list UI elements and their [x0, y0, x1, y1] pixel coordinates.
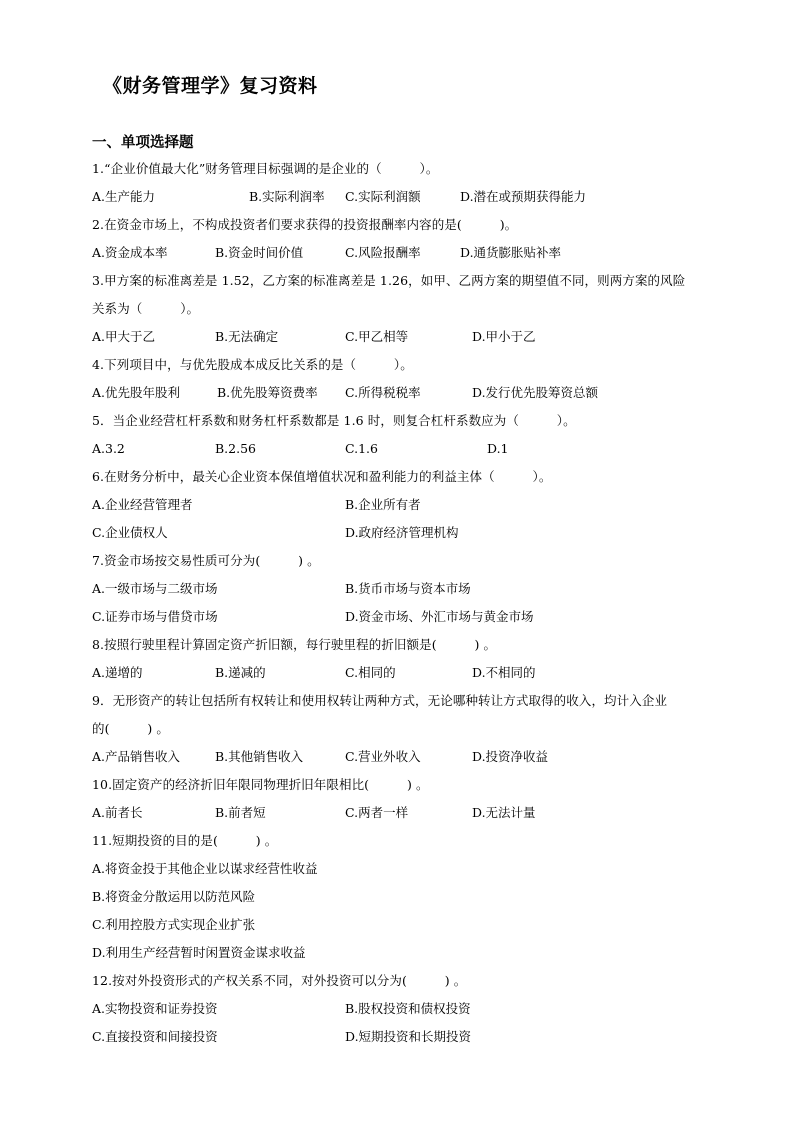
question-stem: 12.按对外投资形式的产权关系不同，对外投资可以分为( ) 。: [92, 973, 467, 988]
option-b: B.2.56: [215, 441, 256, 456]
question-stem-continued: 的( ) 。: [92, 721, 170, 736]
option-a: A.递增的: [92, 665, 143, 680]
question-stem-continued: 关系为（ ）。: [92, 301, 200, 316]
option-d: D.资金市场、外汇市场与黄金市场: [345, 609, 534, 624]
options-row: [92, 603, 752, 631]
options-row: [92, 799, 752, 827]
option-b: B.无法确定: [215, 329, 279, 344]
document-title: 《财务管理学》复习资料: [103, 75, 318, 97]
option-b: B.其他销售收入: [215, 749, 304, 764]
options-row: [92, 183, 752, 211]
options-row: [92, 995, 752, 1023]
option-c: C.相同的: [345, 665, 396, 680]
option-a: A.产品销售收入: [92, 749, 181, 764]
option-d: D.无法计量: [472, 805, 536, 820]
option-a: A.优先股年股利: [92, 385, 181, 400]
option-a: A.实物投资和证券投资: [92, 1001, 218, 1016]
options-row: [92, 239, 752, 267]
options-row: [92, 1023, 752, 1051]
option-c: C.所得税税率: [345, 385, 421, 400]
question-stem: 5．当企业经营杠杆系数和财务杠杆系数都是 1.6 时，则复合杠杆系数应为（ ）。: [92, 413, 576, 428]
section-heading: 一、单项选择题: [92, 135, 194, 151]
question-stem: 2.在资金市场上，不构成投资者们要求获得的投资报酬率内容的是( )。: [92, 217, 518, 232]
option-c: C.实际利润额: [345, 189, 421, 204]
options-row: [92, 323, 752, 351]
option-c: C.甲乙相等: [345, 329, 409, 344]
option-c: C.风险报酬率: [345, 245, 421, 260]
question-stem: 7.资金市场按交易性质可分为( ) 。: [92, 553, 320, 568]
option-a: A.3.2: [92, 441, 125, 456]
option-c: C.企业债权人: [92, 525, 168, 540]
options-row: [92, 743, 752, 771]
option-d: D.政府经济管理机构: [345, 525, 459, 540]
option-d: D.通货膨胀贴补率: [460, 245, 562, 260]
option-b: B.前者短: [215, 805, 266, 820]
question-stem: 8.按照行驶里程计算固定资产折旧额，每行驶里程的折旧额是( ) 。: [92, 637, 497, 652]
options-row: [92, 519, 752, 547]
question-stem: 6.在财务分析中，最关心企业资本保值增值状况和盈利能力的利益主体（ ）。: [92, 469, 552, 484]
option-a: A.一级市场与二级市场: [92, 581, 218, 596]
option-c: C.1.6: [345, 441, 378, 456]
option-a: A.甲大于乙: [92, 329, 156, 344]
option-c: C.营业外收入: [345, 749, 421, 764]
option-b: B.资金时间价值: [215, 245, 304, 260]
options-row: [92, 575, 752, 603]
option-a: A.企业经营管理者: [92, 497, 193, 512]
option-d: D.潜在或预期获得能力: [460, 189, 587, 204]
option-d: D.发行优先股筹资总额: [472, 385, 599, 400]
option-a: A.将资金投于其他企业以谋求经营性收益: [92, 861, 318, 876]
option-b: B.递减的: [215, 665, 266, 680]
option-b: B.优先股筹资费率: [217, 385, 318, 400]
question-stem: 3.甲方案的标准离差是 1.52，乙方案的标准离差是 1.26，如甲、乙两方案的期望值不同，则两方案的风险: [92, 273, 686, 288]
options-row: [92, 659, 752, 687]
option-d: D.利用生产经营暂时闲置资金谋求收益: [92, 945, 306, 960]
option-b: B.将资金分散运用以防范风险: [92, 889, 256, 904]
option-d: D.投资净收益: [472, 749, 549, 764]
question-stem: 10.固定资产的经济折旧年限同物理折旧年限相比( ) 。: [92, 777, 429, 792]
options-row: [92, 435, 752, 463]
option-c: C.直接投资和间接投资: [92, 1029, 218, 1044]
option-a: A.生产能力: [92, 189, 156, 204]
options-row: [92, 491, 752, 519]
option-a: A.资金成本率: [92, 245, 168, 260]
option-b: B.货币市场与资本市场: [345, 581, 471, 596]
option-b: B.企业所有者: [345, 497, 421, 512]
question-stem: 4.下列项目中，与优先股成本成反比关系的是（ ）。: [92, 357, 413, 372]
option-b: B.股权投资和债权投资: [345, 1001, 471, 1016]
question-list: [92, 155, 752, 1051]
option-b: B.实际利润率: [249, 189, 325, 204]
option-d: D.短期投资和长期投资: [345, 1029, 472, 1044]
option-d: D.甲小于乙: [472, 329, 536, 344]
option-c: C.两者一样: [345, 805, 409, 820]
question-stem: 11.短期投资的目的是( ) 。: [92, 833, 278, 848]
question-stem: 9．无形资产的转让包括所有权转让和使用权转让两种方式，无论哪种转让方式取得的收入，均计入企业: [92, 693, 668, 708]
option-d: D.不相同的: [472, 665, 536, 680]
option-d: D.1: [487, 441, 509, 456]
question-stem: 1.“企业价值最大化”财务管理目标强调的是企业的（ ）。: [92, 161, 439, 176]
option-c: C.证券市场与借贷市场: [92, 609, 218, 624]
option-c: C.利用控股方式实现企业扩张: [92, 917, 256, 932]
options-row: [92, 379, 752, 407]
option-a: A.前者长: [92, 805, 143, 820]
